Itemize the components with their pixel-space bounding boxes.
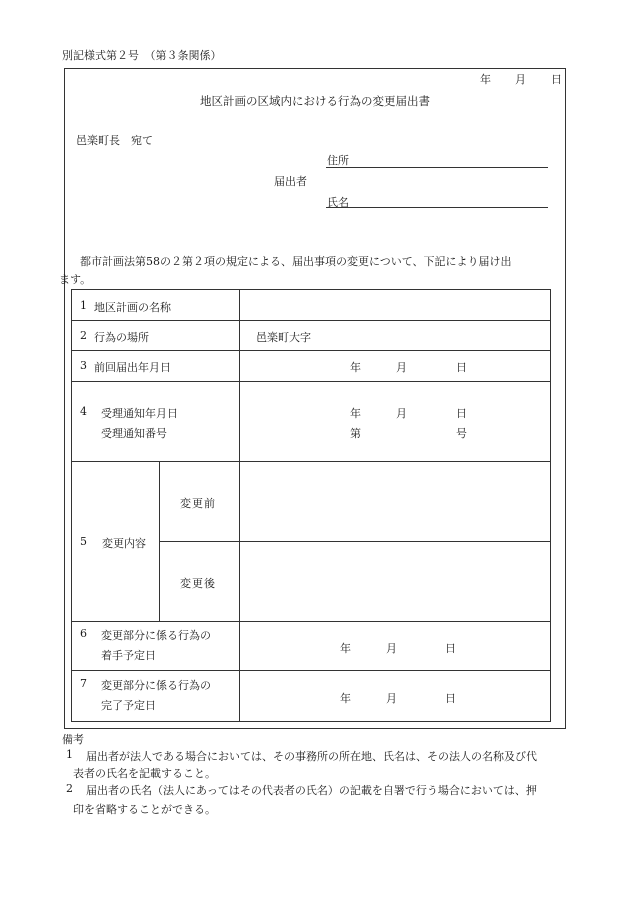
body-text-line2: ます。	[59, 273, 92, 286]
row7-number: 7	[80, 677, 87, 690]
row7-label1: 変更部分に係る行為の	[101, 679, 211, 692]
row5-before-label: 変更前	[180, 497, 216, 510]
column-divider	[239, 290, 240, 722]
row7-year: 年	[340, 692, 351, 705]
row4-number: 4	[80, 405, 87, 418]
row6-year: 年	[340, 642, 351, 655]
row6-number: 6	[80, 627, 87, 640]
note2-number: 2	[66, 782, 73, 795]
row-divider	[72, 621, 550, 622]
form-id: 別記様式第２号 （第３条関係）	[62, 49, 222, 62]
row3-label: 前回届出年月日	[94, 361, 171, 374]
row3-day: 日	[456, 361, 467, 374]
address-line	[326, 167, 548, 168]
name-label: 氏名	[327, 196, 349, 209]
column-divider	[159, 461, 160, 621]
note1-line1: 届出者が法人である場合においては、その事務所の所在地、氏名は、その法人の名称及び代	[86, 750, 537, 763]
header-day: 日	[551, 73, 562, 86]
address-label: 住所	[327, 154, 349, 167]
body-text-line1: 都市計画法第58の２第２項の規定による、届出事項の変更について、下記により届け出	[80, 255, 512, 268]
row4-year: 年	[350, 407, 361, 420]
addressee: 邑楽町長 宛て	[76, 134, 153, 147]
row-divider	[72, 350, 550, 351]
note2-line1: 届出者の氏名（法人にあってはその代表者の氏名）の記載を自署で行う場合においては、押	[86, 784, 537, 797]
row3-year: 年	[350, 361, 361, 374]
row2-value: 邑楽町大字	[256, 331, 311, 344]
form-table	[71, 289, 551, 722]
row5-label: 変更内容	[102, 537, 146, 550]
page-title: 地区計画の区域内における行為の変更届出書	[200, 94, 430, 108]
notes-heading: 備考	[62, 733, 84, 746]
row7-month: 月	[386, 692, 397, 705]
row6-day: 日	[445, 642, 456, 655]
row7-day: 日	[445, 692, 456, 705]
row4-label2: 受理通知番号	[101, 427, 167, 440]
row5-after-label: 変更後	[180, 577, 216, 590]
row6-month: 月	[386, 642, 397, 655]
row2-number: 2	[80, 329, 87, 342]
row1-number: 1	[80, 299, 87, 312]
row-divider	[72, 320, 550, 321]
note1-number: 1	[66, 748, 73, 761]
row4-no-suffix: 号	[456, 427, 467, 440]
row7-label2: 完了予定日	[101, 699, 156, 712]
header-year: 年	[480, 73, 491, 86]
row-divider	[72, 381, 550, 382]
row4-no-prefix: 第	[350, 427, 361, 440]
row-divider	[72, 670, 550, 671]
row4-month: 月	[396, 407, 407, 420]
header-month: 月	[515, 73, 526, 86]
row-divider	[72, 461, 550, 462]
row4-day: 日	[456, 407, 467, 420]
row3-number: 3	[80, 359, 87, 372]
row4-label1: 受理通知年月日	[101, 407, 178, 420]
note2-line2: 印を省略することができる。	[73, 803, 216, 816]
row6-label2: 着手予定日	[101, 649, 156, 662]
note1-line2: 表者の氏名を記載すること。	[73, 767, 216, 780]
submitter-label: 届出者	[274, 175, 307, 188]
row2-label: 行為の場所	[94, 331, 149, 344]
name-line	[326, 207, 548, 208]
row5-number: 5	[80, 535, 87, 548]
row1-label: 地区計画の名称	[94, 301, 171, 314]
row3-month: 月	[396, 361, 407, 374]
row6-label1: 変更部分に係る行為の	[101, 629, 211, 642]
row-divider	[159, 541, 550, 542]
